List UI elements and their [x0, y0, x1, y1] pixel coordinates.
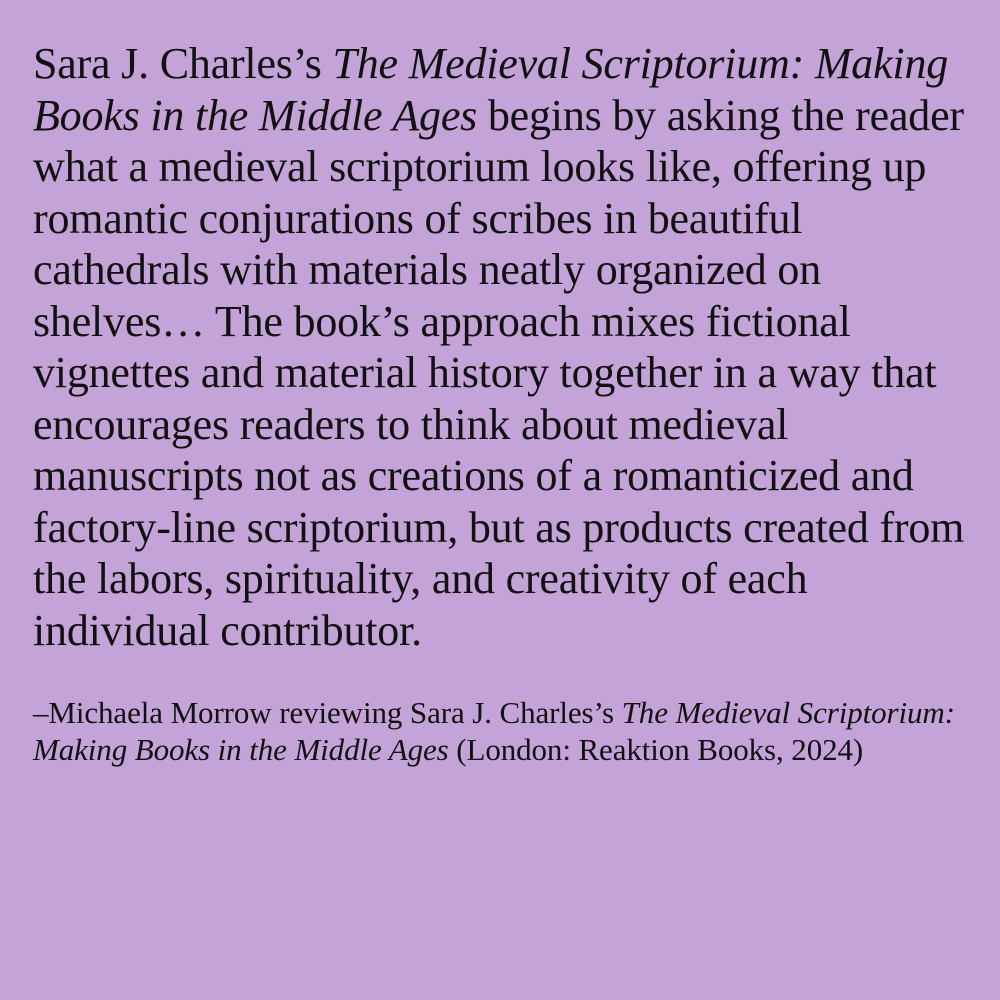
quote-attribution [33, 694, 970, 768]
quote-author-lead: Sara J. Charles’s [33, 39, 333, 88]
attribution-lead: –Michaela Morrow reviewing Sara J. Charles’s [33, 695, 622, 730]
attribution-book-title: The Medieval Scriptorium: Making Books in the Middle Ages [33, 695, 955, 767]
quote-body: begins by asking the reader what a medieval scriptorium looks like, offering up romantic conjurations of scribes in beautiful cathedrals with materials neatly organized on shelves… The book’s approach mixes fictional vignettes and material history together in a way that encourages readers to think about medieval manuscripts not as creations of a romanticized and factory-line scriptorium, but as products created from the labors, spirituality, and creativity of each individual contributor. [33, 90, 965, 655]
review-quote [33, 38, 970, 656]
quote-book-title: The Medieval Scriptorium: Making Books in the Middle Ages [33, 39, 949, 140]
attribution-publication: (London: Reaktion Books, 2024) [448, 732, 864, 767]
